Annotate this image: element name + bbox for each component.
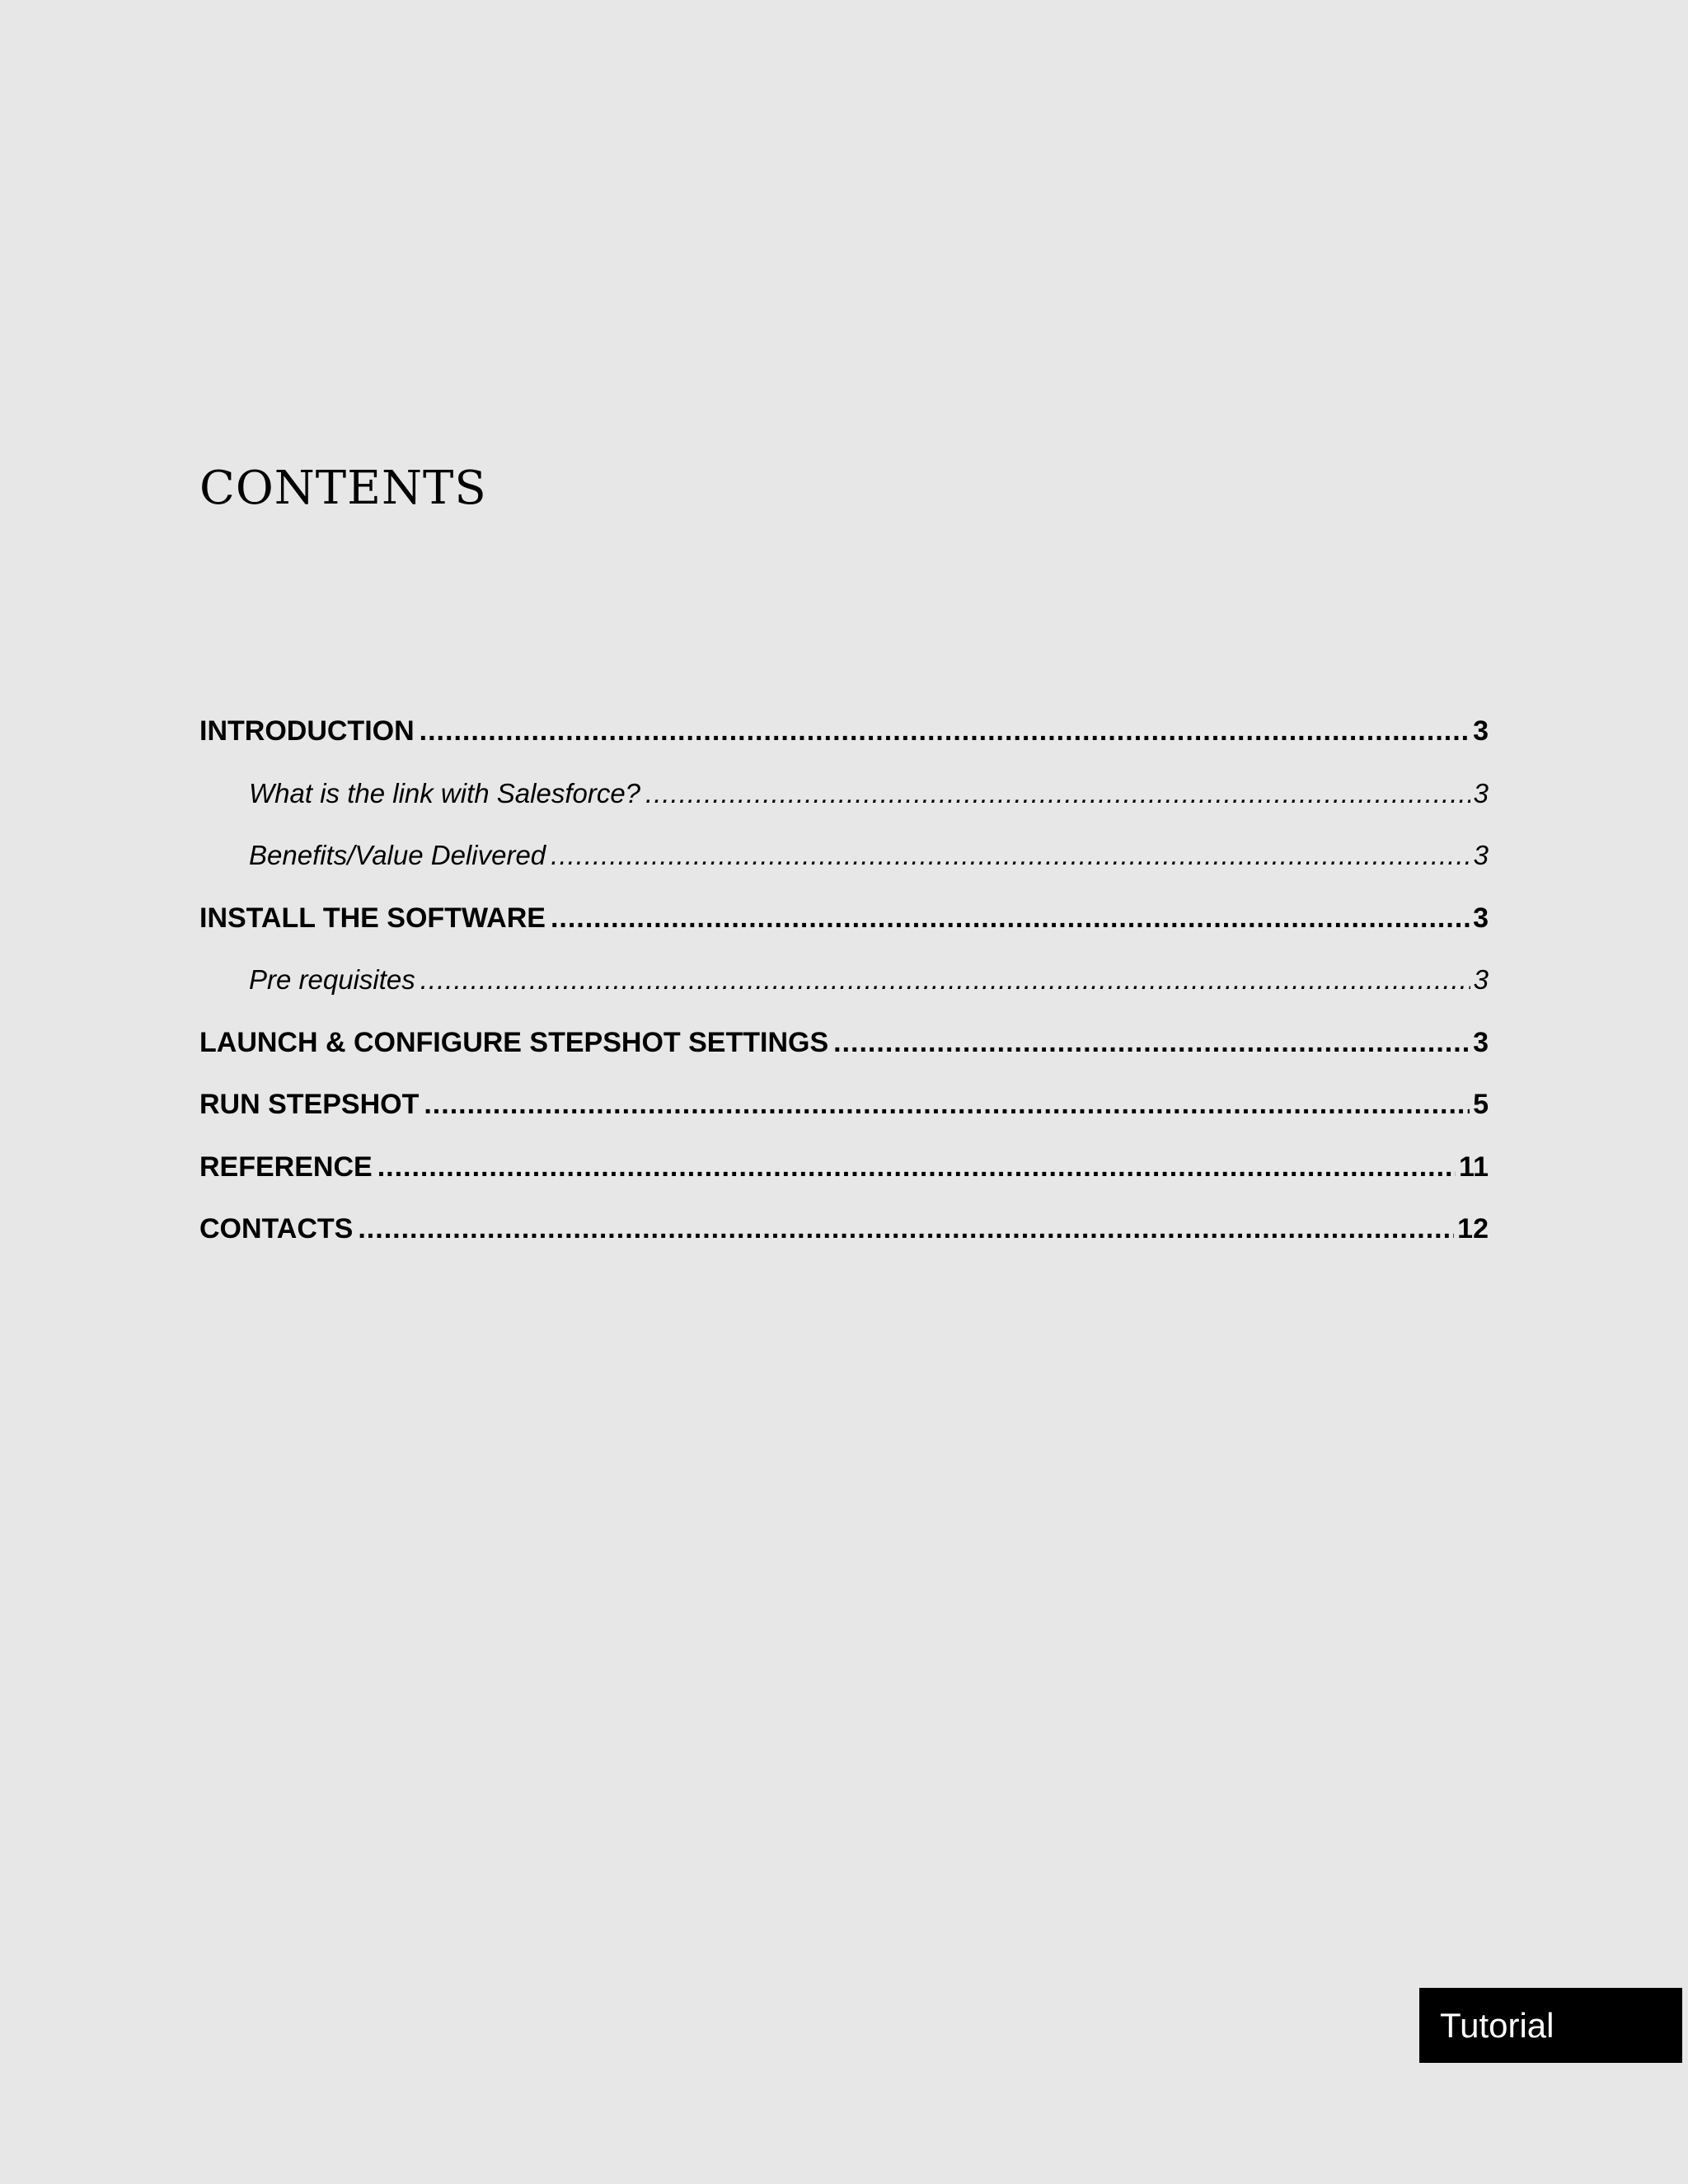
toc-entry-label: What is the link with Salesforce? <box>249 777 641 808</box>
toc-entry-prerequisites[interactable] <box>199 964 1489 1027</box>
toc-dot-leader <box>377 1151 1456 1183</box>
toc-entry-label: INTRODUCTION <box>199 715 415 747</box>
toc-entry-label: RUN STEPSHOT <box>199 1089 420 1120</box>
table-of-contents <box>199 715 1489 1276</box>
toc-entry-label: Pre requisites <box>249 964 415 995</box>
toc-dot-leader <box>424 1089 1470 1121</box>
toc-page-number: 5 <box>1473 1089 1489 1120</box>
toc-entry-introduction[interactable] <box>199 715 1489 778</box>
toc-page-number: 11 <box>1459 1151 1489 1183</box>
toc-dot-leader <box>358 1213 1454 1245</box>
page-title: CONTENTS <box>199 462 487 515</box>
toc-entry-label: CONTACTS <box>199 1213 354 1244</box>
toc-entry-launch-configure[interactable] <box>199 1027 1489 1090</box>
tutorial-badge: Tutorial <box>1419 1988 1682 2063</box>
toc-entry-salesforce-link[interactable] <box>199 778 1489 841</box>
toc-entry-install[interactable] <box>199 902 1489 965</box>
toc-entry-label: LAUNCH & CONFIGURE STEPSHOT SETTINGS <box>199 1026 829 1058</box>
toc-dot-leader <box>645 778 1470 809</box>
toc-page-number: 3 <box>1473 777 1489 808</box>
toc-entry-label: Benefits/Value Delivered <box>249 840 546 870</box>
toc-entry-contacts[interactable] <box>199 1213 1489 1276</box>
toc-page-number: 3 <box>1473 1026 1489 1058</box>
toc-entry-label: REFERENCE <box>199 1151 373 1183</box>
toc-entry-label: INSTALL THE SOFTWARE <box>199 902 546 934</box>
toc-dot-leader <box>551 902 1470 935</box>
toc-entry-reference[interactable] <box>199 1151 1489 1214</box>
toc-page-number: 12 <box>1457 1213 1489 1244</box>
toc-dot-leader <box>833 1027 1470 1059</box>
toc-page-number: 3 <box>1473 840 1489 870</box>
toc-dot-leader <box>420 715 1470 748</box>
toc-entry-run-stepshot[interactable] <box>199 1089 1489 1151</box>
toc-page-number: 3 <box>1473 715 1489 747</box>
toc-page-number: 3 <box>1473 964 1489 995</box>
toc-dot-leader <box>551 840 1470 871</box>
toc-dot-leader <box>420 964 1470 996</box>
toc-page-number: 3 <box>1473 902 1489 934</box>
toc-entry-benefits[interactable] <box>199 840 1489 902</box>
